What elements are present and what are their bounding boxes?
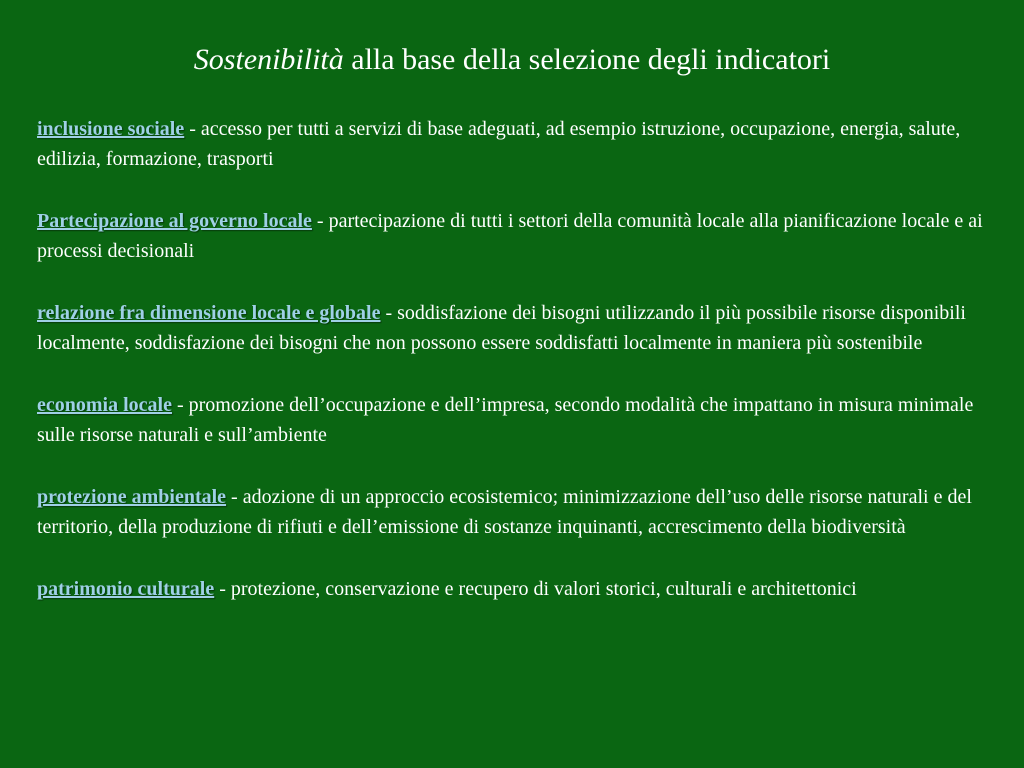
title-rest: alla base della selezione degli indicatori xyxy=(343,43,831,76)
keyword-link[interactable]: Partecipazione al governo locale xyxy=(37,210,312,232)
list-item-economia-locale xyxy=(37,390,997,450)
list-item-partecipazione xyxy=(37,206,997,266)
list-item-inclusione-sociale xyxy=(37,114,997,174)
item-description: - soddisfazione dei bisogni utilizzando il più possibile risorse disponibili localmente, soddisfazione dei bisogni che non possono essere soddisfatti localmente in maniera più sostenibile xyxy=(37,302,966,354)
list-item-protezione-ambientale xyxy=(37,482,997,542)
item-description: - adozione di un approccio ecosistemico; minimizzazione dell’uso delle risorse naturali e del territorio, della produzione di rifiuti e dell’emissione di sostanze inquinanti, accrescimento della biodiversità xyxy=(37,486,972,538)
keyword-link[interactable]: inclusione sociale xyxy=(37,118,185,140)
item-description: - promozione dell’occupazione e dell’impresa, secondo modalità che impattano in misura minimale sulle risorse naturali e sull’ambiente xyxy=(37,394,974,446)
title-italic: Sostenibilità xyxy=(193,43,344,76)
keyword-link[interactable]: relazione fra dimensione locale e globale xyxy=(37,302,381,324)
indicator-list xyxy=(37,114,997,636)
keyword-link[interactable]: protezione ambientale xyxy=(37,486,227,508)
keyword-link[interactable]: patrimonio culturale xyxy=(37,578,215,600)
item-description: - protezione, conservazione e recupero di valori storici, culturali e architettonici xyxy=(214,578,857,600)
keyword-link[interactable]: economia locale xyxy=(37,394,172,416)
item-description: - accesso per tutti a servizi di base adeguati, ad esempio istruzione, occupazione, energia, salute, edilizia, formazione, trasporti xyxy=(37,118,961,170)
item-description: - partecipazione di tutti i settori della comunità locale alla pianificazione locale e ai processi decisionali xyxy=(37,210,983,262)
slide-title xyxy=(0,40,1024,80)
list-item-relazione-locale-globale xyxy=(37,298,997,358)
list-item-patrimonio-culturale xyxy=(37,574,997,604)
